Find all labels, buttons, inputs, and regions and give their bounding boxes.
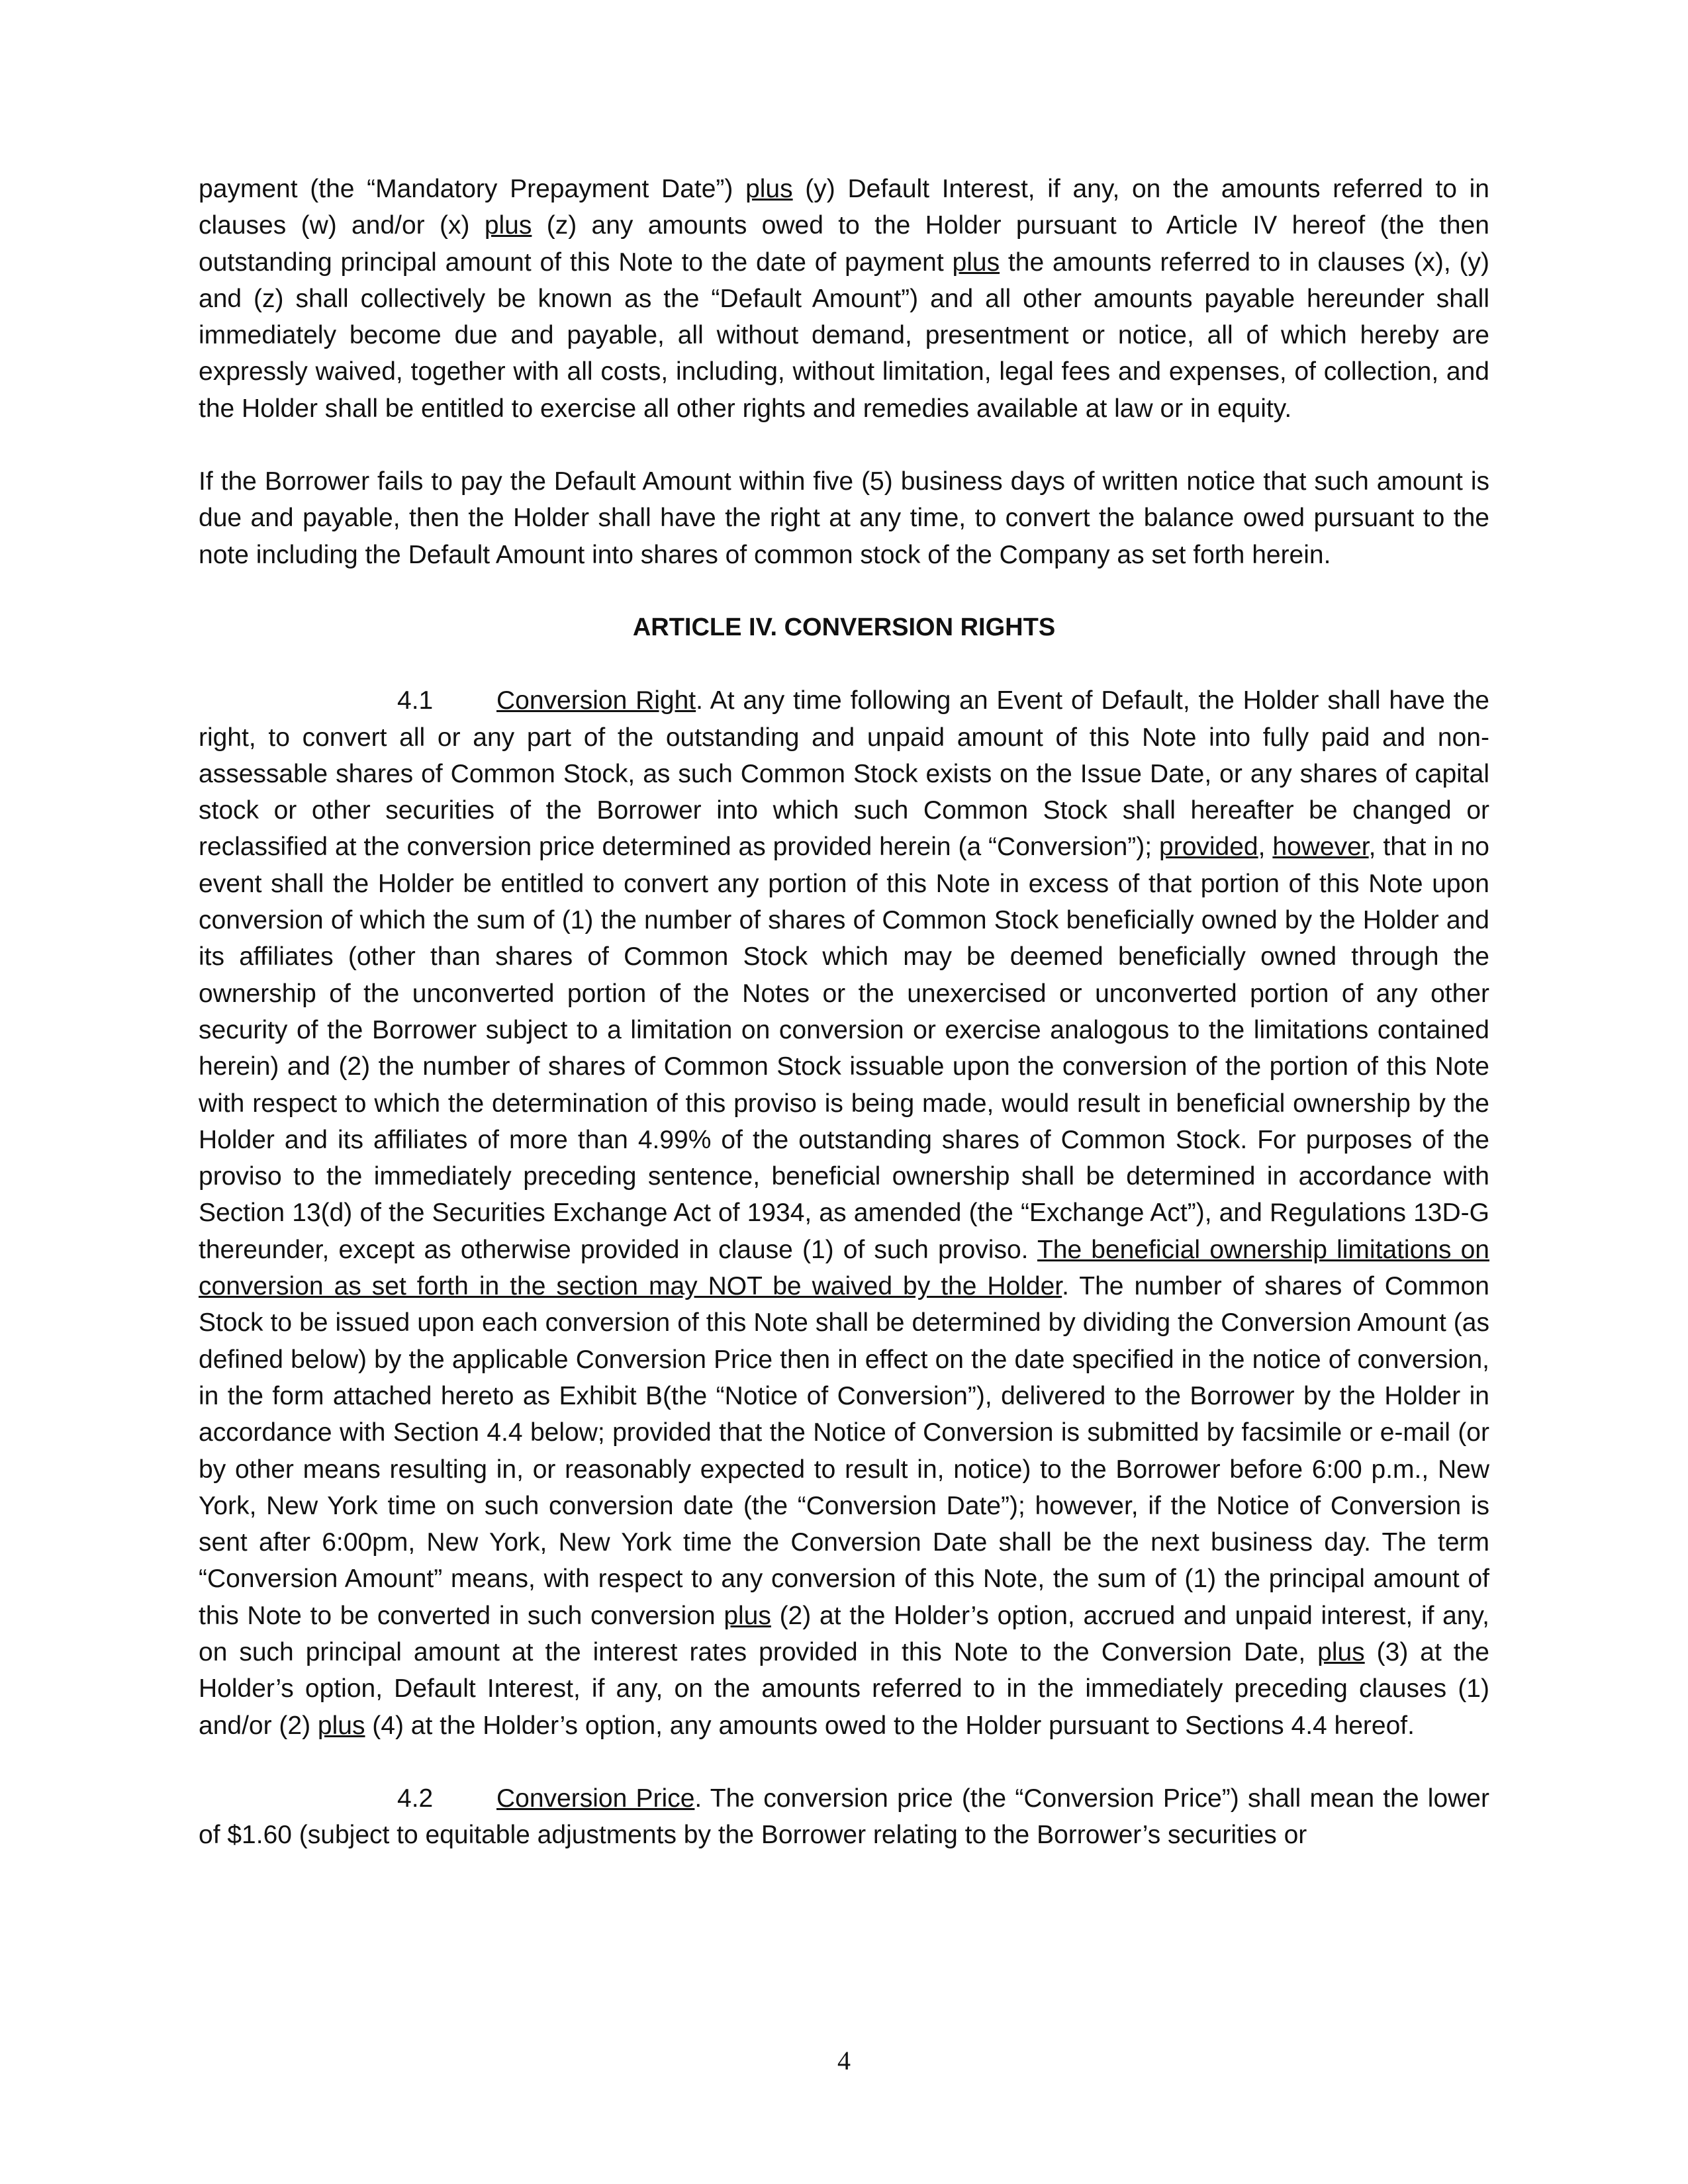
paragraph-failure-to-pay: If the Borrower fails to pay the Default Amount within five (5) business days of written notice that such amount is due and payable, then the Holder shall have the right at any time, to convert the balance owed pursuant to the note including the Default Amount into shares of common stock of the Company as set forth herein. bbox=[199, 467, 1489, 569]
section-4-1-conversion-right bbox=[199, 682, 1489, 1744]
underlined-term: plus bbox=[484, 211, 532, 240]
underlined-term: plus bbox=[745, 175, 793, 203]
text-run: . At any time following an Event of Default, the Holder shall have the right, to convert all or any part of the outstanding and unpaid amount of this Note into fully paid and non-assessable shares of Common Stock, as such Common Stock exists on the Issue Date, or any shares of capital stock or other securities of the Borrower into which such Common Stock shall hereafter be changed or reclassified at the conversion price determined as provided herein (a “Conversion”); bbox=[199, 686, 1489, 862]
section-title: Conversion Price bbox=[496, 1784, 695, 1813]
underlined-term: however bbox=[1272, 833, 1369, 862]
text-run: the amounts referred to in clauses (x), (y) and (z) shall collectively be known as the “Default Amount”) and all other amounts payable hereunder shall immediately become due and payable, all without demand, presentment or notice, all of which hereby are expressly waived, together with all costs, including, without limitation, legal fees and expenses, of collection, and the Holder shall be entitled to exercise all other rights and remedies available at law or in equity. bbox=[199, 248, 1490, 423]
text-run: . The conversion price (the “Conversion Price”) shall mean the lower of $1.60 (subject to equitable adjustments by the Borrower relating to the Borrower’s securities or bbox=[199, 1784, 1489, 1850]
section-4-2-conversion-price bbox=[199, 1780, 1489, 1854]
text-run: (3) at the Holder’s option, Default Interest, if any, on the amounts referred to in the immediately preceding clauses (1) and/or (2) bbox=[199, 1637, 1489, 1740]
underlined-term: provided bbox=[1159, 833, 1258, 862]
underlined-term: plus bbox=[1317, 1637, 1365, 1666]
underlined-sentence: The beneficial ownership limitations on conversion as set forth in the section may NOT be waived by the Holder bbox=[199, 1235, 1489, 1301]
page-body bbox=[199, 171, 1489, 1853]
text-run: , bbox=[1258, 833, 1273, 862]
underlined-term: plus bbox=[952, 248, 1000, 277]
underlined-term: plus bbox=[317, 1711, 365, 1740]
paragraph-default-amount bbox=[199, 171, 1489, 427]
article-heading: ARTICLE IV. CONVERSION RIGHTS bbox=[632, 613, 1056, 641]
section-title: Conversion Right bbox=[496, 686, 696, 715]
section-number: 4.1 bbox=[397, 686, 434, 715]
text-run: (4) at the Holder’s option, any amounts owed to the Holder pursuant to Sections 4.4 hereof. bbox=[365, 1711, 1415, 1740]
text-run: . The number of shares of Common Stock to be issued upon each conversion of this Note shall be determined by dividing the Conversion Amount (as defined below) by the applicable Conversion Price then in effect on the date specified in the notice of conversion, in the form attached hereto as Exhibit B(the “Notice of Conversion”), delivered to the Borrower by the Holder in accordance with Section 4.4 below; provided that the Notice of Conversion is submitted by facsimile or e-mail (or by other means resulting in, or reasonably expected to result in, notice) to the Borrower before 6:00 p.m., New York, New York time on such conversion date (the “Conversion Date”); however, if the Notice of Conversion is sent after 6:00pm, New York, New York time the Conversion Date shall be the next business day. The term “Conversion Amount” means, with respect to any conversion of this Note, the sum of (1) the principal amount of this Note to be converted in such conversion bbox=[199, 1272, 1489, 1630]
section-number: 4.2 bbox=[397, 1784, 434, 1813]
text-run: payment (the “Mandatory Prepayment Date”) bbox=[199, 175, 746, 203]
text-run: (y) Default Interest, if any, on the amounts referred to in clauses (w) and/or (x) bbox=[199, 175, 1489, 240]
text-run: (z) any amounts owed to the Holder pursuant to Article IV hereof (the then outstanding principal amount of this Note to the date of payment bbox=[199, 211, 1489, 277]
page-number: 4 bbox=[837, 2046, 851, 2075]
underlined-term: plus bbox=[724, 1601, 771, 1630]
text-run: , that in no event shall the Holder be entitled to convert any portion of this Note in excess of that portion of this Note upon conversion of which the sum of (1) the number of shares of Common Stock beneficially owned by the Holder and its affiliates (other than shares of Common Stock which may be deemed beneficially owned through the ownership of the unconverted portion of the Notes or the unexercised or unconverted portion of any other security of the Borrower subject to a limitation on conversion or exercise analogous to the limitations contained herein) and (2) the number of shares of Common Stock issuable upon the conversion of the portion of this Note with respect to which the determination of this proviso is being made, would result in beneficial ownership by the Holder and its affiliates of more than 4.99% of the outstanding shares of Common Stock. For purposes of the proviso to the immediately preceding sentence, beneficial ownership shall be determined in accordance with Section 13(d) of the Securities Exchange Act of 1934, as amended (the “Exchange Act”), and Regulations 13D-G thereunder, except as otherwise provided in clause (1) of such proviso. bbox=[199, 833, 1489, 1264]
text-run: (2) at the Holder’s option, accrued and unpaid interest, if any, on such principal amount at the interest rates provided in this Note to the Conversion Date, bbox=[199, 1601, 1489, 1666]
